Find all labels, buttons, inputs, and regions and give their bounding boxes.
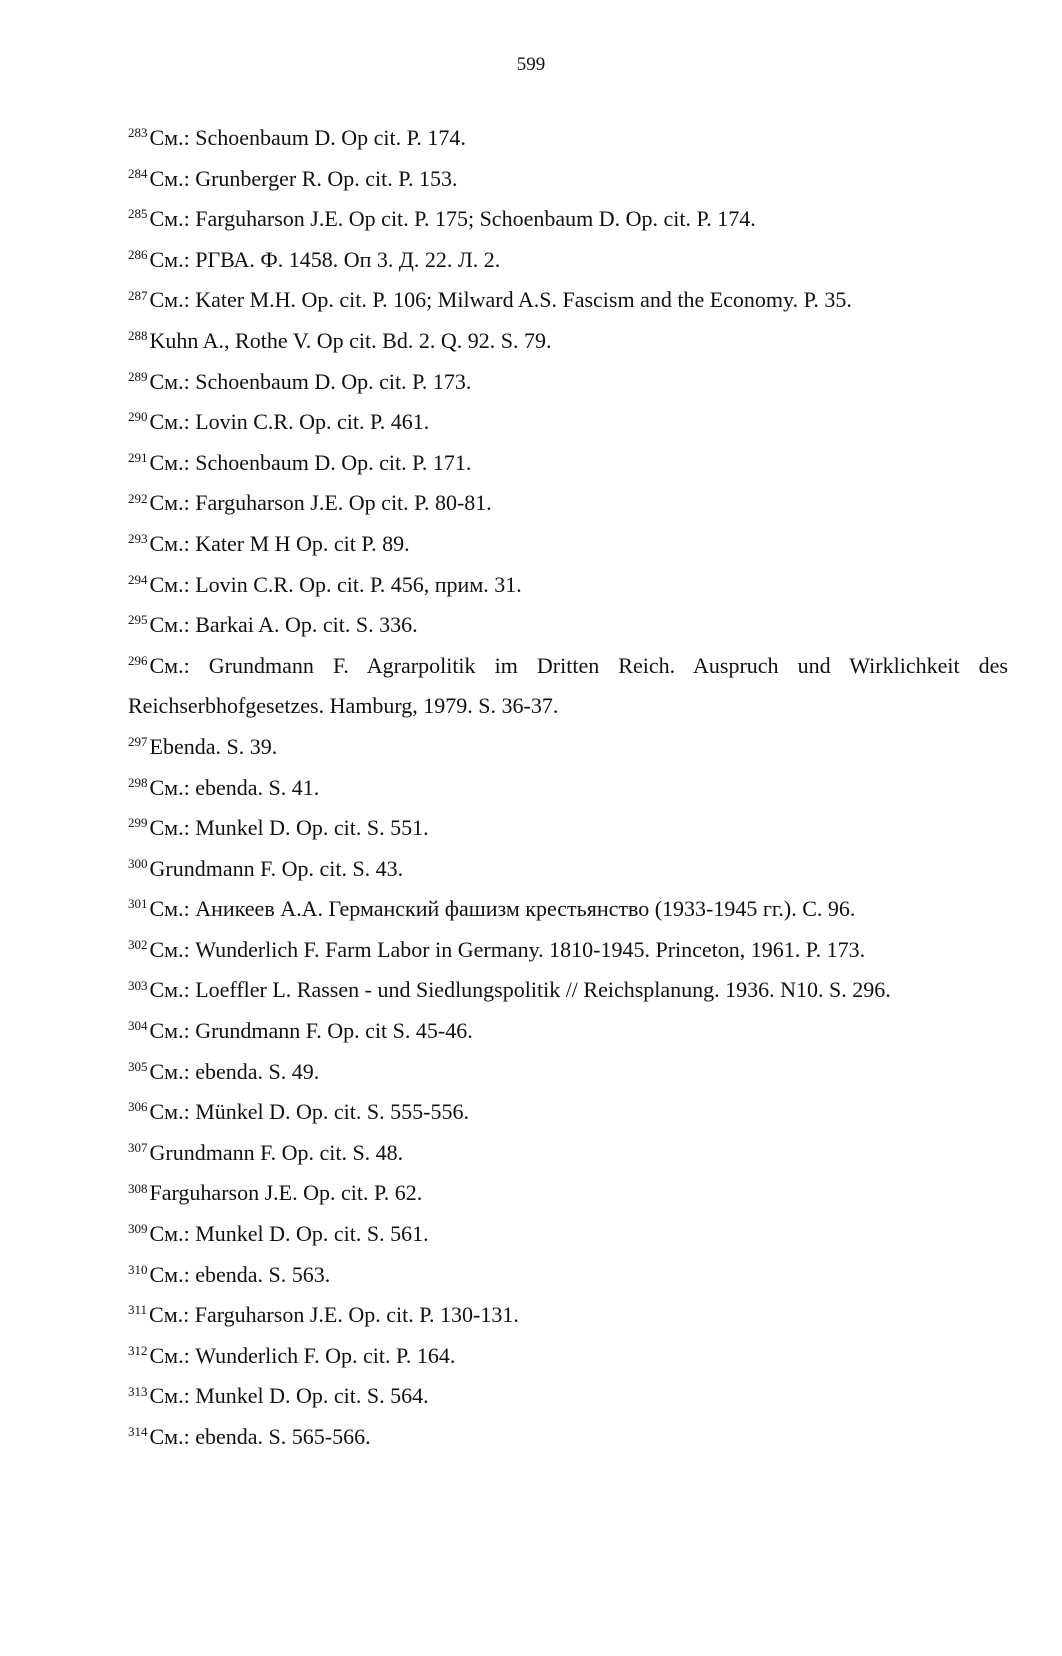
footnote-302 (128, 930, 1008, 971)
footnote-number: 283 (128, 125, 148, 141)
footnote-text: См.: Lovin C.R. Op. cit. P. 456, прим. 31. (149, 571, 522, 597)
footnote-number: 294 (128, 571, 148, 587)
footnote-number: 298 (128, 774, 148, 790)
footnote-311 (128, 1295, 1008, 1336)
footnote-text: См.: ebenda. S. 41. (149, 774, 320, 800)
footnote-number: 305 (128, 1058, 148, 1074)
footnote-number: 288 (128, 328, 148, 344)
footnote-text: См.: Munkel D. Op. cit. S. 551. (149, 815, 429, 841)
footnote-text: См.: ebenda. S. 563. (149, 1261, 331, 1287)
footnote-text: Kuhn A., Rothe V. Op cit. Bd. 2. Q. 92. S. 79. (149, 327, 552, 353)
footnote-300 (128, 849, 1008, 890)
footnote-number: 287 (128, 287, 148, 303)
footnote-285 (128, 199, 1008, 240)
footnote-number: 300 (128, 855, 148, 871)
footnote-number: 293 (128, 531, 148, 547)
footnote-text: См.: ebenda. S. 565-566. (149, 1424, 371, 1449)
footnote-312 (128, 1336, 1008, 1377)
footnote-text: См.: Loeffler L. Rassen - und Siedlungspolitik // Reichsplanung. 1936. N10. S. 296. (149, 977, 891, 1003)
footnote-text: См.: Schoenbaum D. Op. cit. P. 173. (149, 368, 472, 394)
footnote-number: 306 (128, 1099, 148, 1115)
footnote-286 (128, 240, 1008, 281)
footnote-304 (128, 1011, 1008, 1052)
footnote-313 (128, 1376, 1008, 1417)
footnote-number: 312 (128, 1343, 148, 1359)
footnote-number: 313 (128, 1383, 148, 1399)
footnote-text: См.: Wunderlich F. Farm Labor in Germany. 1810-1945. Princeton, 1961. P. 173. (149, 936, 866, 962)
footnote-308 (128, 1173, 1008, 1214)
footnote-295 (128, 605, 1008, 646)
footnote-287 (128, 280, 1008, 321)
footnote-284 (128, 159, 1008, 200)
footnote-309 (128, 1214, 1008, 1255)
footnote-305 (128, 1052, 1008, 1093)
footnote-text: Grundmann F. Op. cit. S. 43. (149, 855, 404, 881)
footnote-text: Ebenda. S. 39. (149, 733, 278, 759)
footnote-number: 303 (128, 977, 148, 993)
footnote-text: См.: Munkel D. Op. cit. S. 561. (149, 1221, 429, 1247)
footnote-list (128, 118, 1008, 1458)
footnote-288 (128, 321, 1008, 362)
footnote-number: 302 (128, 937, 148, 953)
footnote-text: См.: Kater M H Op. cit P. 89. (149, 530, 410, 556)
footnote-number: 286 (128, 246, 148, 262)
footnote-text: Farguharson J.E. Op. cit. P. 62. (149, 1180, 423, 1206)
footnote-text: См.: Wunderlich F. Op. cit. P. 164. (149, 1342, 456, 1368)
footnote-289 (128, 362, 1008, 403)
footnote-301 (128, 889, 1008, 930)
footnote-text: См.: ebenda. S. 49. (149, 1058, 320, 1084)
footnote-text: См.: Schoenbaum D. Op. cit. P. 171. (149, 449, 472, 475)
footnote-number: 299 (128, 815, 148, 831)
footnote-294 (128, 565, 1008, 606)
footnote-text: См.: Barkai A. Op. cit. S. 336. (149, 612, 418, 638)
footnote-number: 295 (128, 612, 148, 628)
footnote-number: 311 (128, 1302, 148, 1318)
footnote-296 (128, 646, 1008, 727)
footnote-283 (128, 118, 1008, 159)
footnote-text: См.: Farguharson J.E. Op cit. P. 80-81. (149, 490, 492, 516)
footnote-292 (128, 483, 1008, 524)
footnote-303 (128, 970, 1008, 1011)
footnote-text: См.: РГВА. Ф. 1458. Оп 3. Д. 22. Л. 2. (149, 246, 501, 272)
footnote-text: См.: Grundmann F. Agrarpolitik im Dritten Reich. Auspruch und Wirklichkeit des Reichserbhofgesetzes. Hamburg, 1979. S. 36-37. (128, 652, 1008, 719)
footnote-291 (128, 443, 1008, 484)
footnote-298 (128, 768, 1008, 809)
footnote-text: См.: Grundmann F. Op. cit S. 45-46. (149, 1018, 473, 1044)
footnote-307 (128, 1133, 1008, 1174)
page-number: 599 (516, 54, 546, 75)
footnote-293 (128, 524, 1008, 565)
footnote-text: См.: Schoenbaum D. Op cit. P. 174. (149, 125, 466, 150)
footnote-text: Grundmann F. Op. cit. S. 48. (149, 1139, 404, 1165)
footnote-number: 285 (128, 206, 148, 222)
footnote-number: 290 (128, 409, 148, 425)
footnote-299 (128, 808, 1008, 849)
footnote-text: См.: Münkel D. Op. cit. S. 555-556. (149, 1099, 469, 1125)
footnote-text: См.: Аникеев А.А. Германский фашизм крестьянство (1933-1945 гг.). С. 96. (149, 896, 856, 922)
footnote-314 (128, 1417, 1008, 1458)
footnote-text: См.: Grunberger R. Op. cit. P. 153. (149, 165, 458, 191)
footnote-number: 292 (128, 490, 148, 506)
footnote-number: 289 (128, 368, 148, 384)
footnote-text: См.: Kater M.H. Op. cit. P. 106; Milward A.S. Fascism and the Economy. P. 35. (149, 287, 852, 313)
footnote-297 (128, 727, 1008, 768)
footnote-number: 301 (128, 896, 148, 912)
footnote-number: 284 (128, 165, 148, 181)
footnote-text: См.: Farguharson J.E. Op cit. P. 175; Schoenbaum D. Op. cit. P. 174. (149, 206, 756, 232)
footnote-number: 296 (128, 652, 148, 668)
footnote-number: 309 (128, 1221, 148, 1237)
footnote-text: См.: Farguharson J.E. Op. cit. P. 130-131. (149, 1302, 519, 1328)
footnote-number: 310 (128, 1261, 148, 1277)
footnote-text: См.: Lovin C.R. Op. cit. P. 461. (149, 409, 430, 435)
footnote-306 (128, 1092, 1008, 1133)
footnote-290 (128, 402, 1008, 443)
footnote-number: 304 (128, 1018, 148, 1034)
footnote-number: 314 (128, 1424, 148, 1440)
footnote-number: 307 (128, 1140, 148, 1156)
footnote-310 (128, 1255, 1008, 1296)
footnote-number: 291 (128, 449, 148, 465)
footnote-text: См.: Munkel D. Op. cit. S. 564. (149, 1383, 429, 1409)
footnote-number: 308 (128, 1180, 148, 1196)
footnote-number: 297 (128, 734, 148, 750)
